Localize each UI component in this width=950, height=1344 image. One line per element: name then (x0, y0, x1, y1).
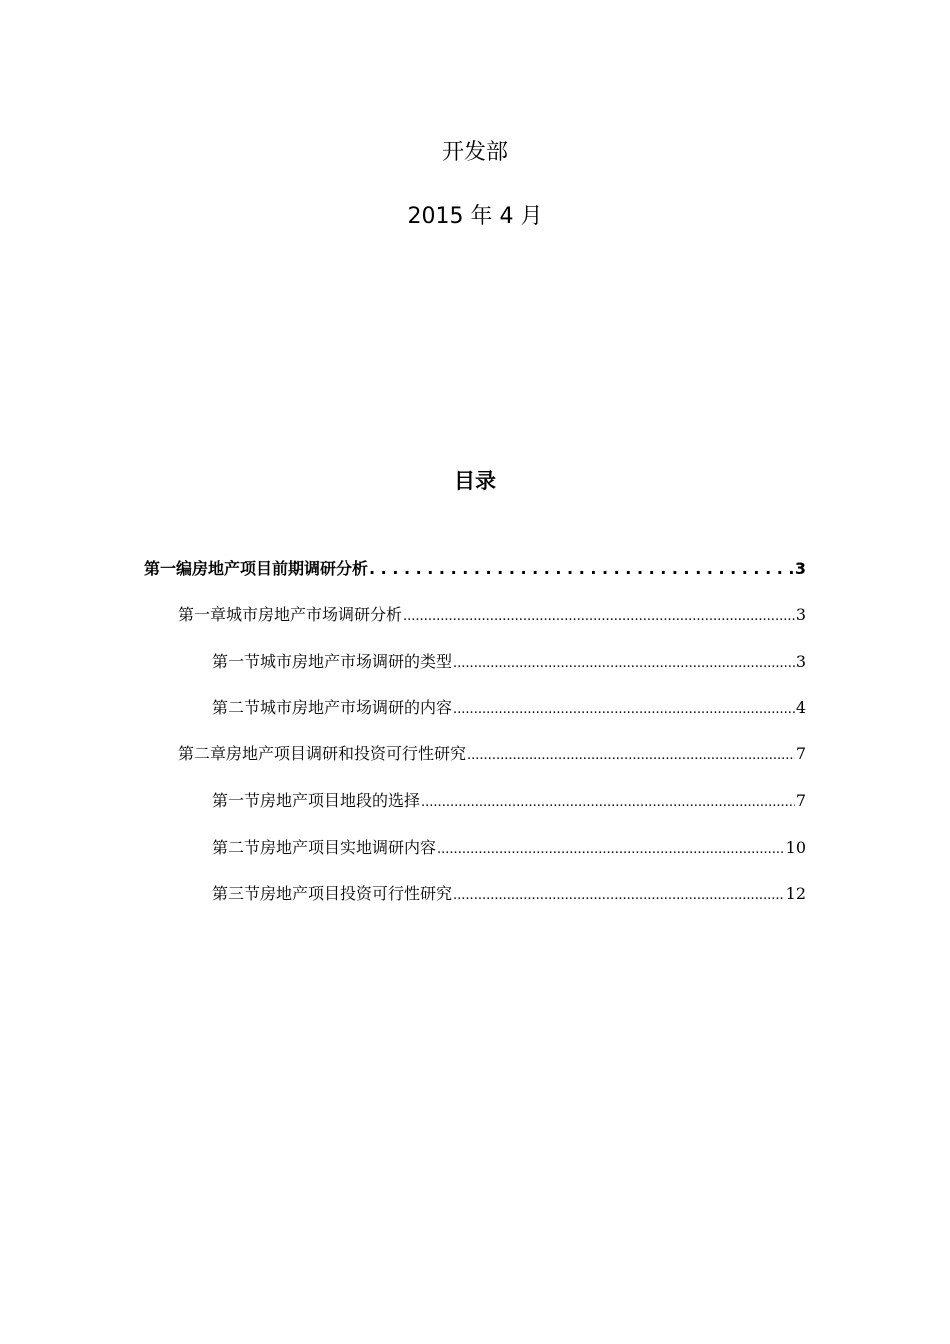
department-name: 开发部 (441, 140, 508, 165)
toc-leader-dots (453, 882, 785, 908)
toc-entry-page: 7 (795, 791, 806, 810)
toc-leader-dots (437, 836, 785, 862)
toc-entry-number: 第二节 (212, 838, 261, 857)
toc-entry-title: 城市房地产市场调研分析 (226, 605, 403, 624)
toc-entry-section-2-3[interactable] (212, 882, 806, 906)
toc-entry-section-2-1[interactable] (212, 789, 806, 813)
toc-entry-page: 3 (795, 652, 806, 671)
toc-entry-number: 第三节 (212, 884, 261, 903)
toc-entry-number: 第一节 (212, 652, 261, 671)
toc-title: 目录 (454, 469, 496, 493)
toc-leader-dots (453, 696, 795, 722)
toc-entry-number: 第二节 (212, 698, 261, 717)
toc-entry-section-2-2[interactable] (212, 836, 806, 860)
toc-entry-chapter-2[interactable] (178, 742, 806, 766)
toc-entry-title: 城市房地产市场调研的内容 (260, 698, 453, 717)
toc-entry-title: 房地产项目前期调研分析 (192, 559, 369, 578)
toc-entry-section-1-1[interactable] (212, 650, 806, 674)
document-date: 2015 年 4 月 (407, 204, 543, 229)
toc-entry-page: 4 (795, 698, 806, 717)
toc-leader-dots (369, 557, 794, 581)
toc-entry-title: 房地产项目调研和投资可行性研究 (226, 744, 467, 763)
toc-entry-number: 第一节 (212, 791, 261, 810)
toc-entry-page: 7 (795, 744, 806, 763)
toc-leader-dots (403, 603, 795, 629)
toc-entry-page: 10 (785, 838, 806, 857)
toc-entry-page: 12 (785, 884, 806, 903)
toc-leader-dots (453, 650, 795, 676)
toc-entry-chapter-1[interactable] (178, 603, 806, 627)
toc-entry-number: 第一编 (144, 559, 193, 578)
toc-entry-title: 房地产项目投资可行性研究 (260, 884, 453, 903)
toc-entry-page: 3 (794, 559, 806, 578)
toc-entry-number: 第一章 (178, 605, 227, 624)
toc-leader-dots (467, 742, 795, 768)
toc-entry-title: 房地产项目实地调研内容 (260, 838, 437, 857)
toc-entry-title: 城市房地产市场调研的类型 (260, 652, 453, 671)
toc-entry-title: 房地产项目地段的选择 (260, 791, 421, 810)
toc-leader-dots (421, 789, 795, 815)
toc-entry-section-1-2[interactable] (212, 696, 806, 720)
toc-entry-page: 3 (795, 605, 806, 624)
toc-entry-number: 第二章 (178, 744, 227, 763)
toc-entry-part-1[interactable] (144, 557, 806, 581)
